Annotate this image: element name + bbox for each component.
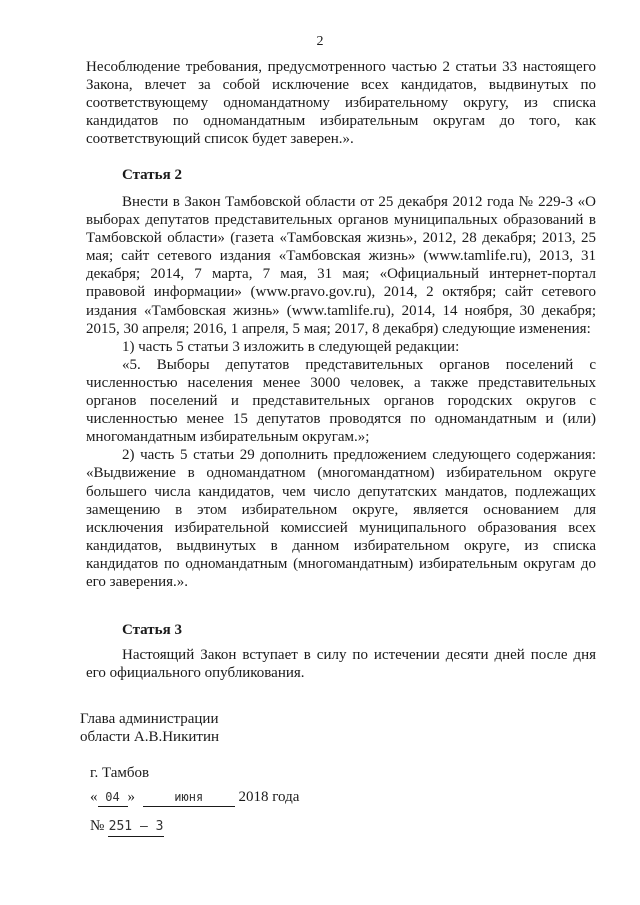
article-3-heading: Статья 3 <box>122 622 182 638</box>
article-3-body <box>86 646 596 682</box>
article-2-heading: Статья 2 <box>122 167 182 183</box>
article-2-body <box>86 193 596 591</box>
law-number <box>90 817 164 837</box>
city: г. Тамбов <box>90 765 150 781</box>
signature-title: Глава администрации <box>80 711 219 727</box>
page-number: 2 <box>316 34 324 49</box>
date-year: 2018 года <box>238 789 300 805</box>
article-2-item-1: 1) часть 5 статьи 3 изложить в следующей редакции: <box>122 338 460 355</box>
article-2-item-1-text: «5. Выборы депутатов представительных органов поселений с численностью населения менее 3000 человек, а также представительных органов поселений и представительных органов городских округов с численностью менее 15 депутатов проводятся по одномандатным и (или) многомандатным избирательным округам.»; <box>86 356 596 446</box>
article-2-item-2: 2) часть 5 статьи 29 дополнить предложением следующего содержания: «Выдвижение в одномандатном (многомандатном) избирательном округе большего числа кандидатов, чем число депутатских мандатов, подлежащих замещению в этом избирательном округе, является основанием для исключения избирательной комиссией муниципального образования всех кандидатов, выдвинутых в данном избирательном округе, из списка кандидатов по одномандатным (многомандатным) избирательным округам до его заверения.». <box>86 447 596 590</box>
article-3-paragraph: Настоящий Закон вступает в силу по истечении десяти дней после дня его официального опубликования. <box>86 647 596 682</box>
number-sign: № <box>90 818 105 834</box>
number-value: 251 – З <box>108 818 164 837</box>
intro-paragraph <box>86 58 596 148</box>
article-2-paragraph: Внести в Закон Тамбовской области от 25 декабря 2012 года № 229-З «О выборах депутатов представительных органов муниципальных образований в Тамбовской области» (газета «Тамбовская жизнь», 2012, 28 декабря; 2013, 25 мая; сайт сетевого издания «Тамбовская жизнь» (www.tamlife.ru), 2013, 31 декабря; 2014, 7 марта, 7 мая, 31 мая; «Официальный интернет-портал правовой информации» (www.pravo.gov.ru), 2014, 2 октября; сайт сетевого издания «Тамбовская жизнь» (www.tamlife.ru), 2014, 14 ноября, 30 декабря; 2015, 30 апреля; 2016, 1 апреля, 5 мая; 2017, 8 декабря) следующие изменения: <box>86 194 596 337</box>
date-month: июня <box>143 788 235 807</box>
intro-text: Несоблюдение требования, предусмотренного частью 2 статьи 33 настоящего Закона, влечет за собой исключение всех кандидатов, выдвинутых по соответствующему одномандатному избирательному округу, из списка кандидатов по одномандатным избирательным округам до того, как соответствующий список будет заверен.». <box>86 59 596 148</box>
signature-name: области А.В.Никитин <box>80 729 220 745</box>
date-open-quote: « <box>90 789 98 805</box>
signing-date <box>90 788 299 807</box>
date-close-quote: » <box>127 789 135 805</box>
date-day: 04 <box>98 788 128 807</box>
